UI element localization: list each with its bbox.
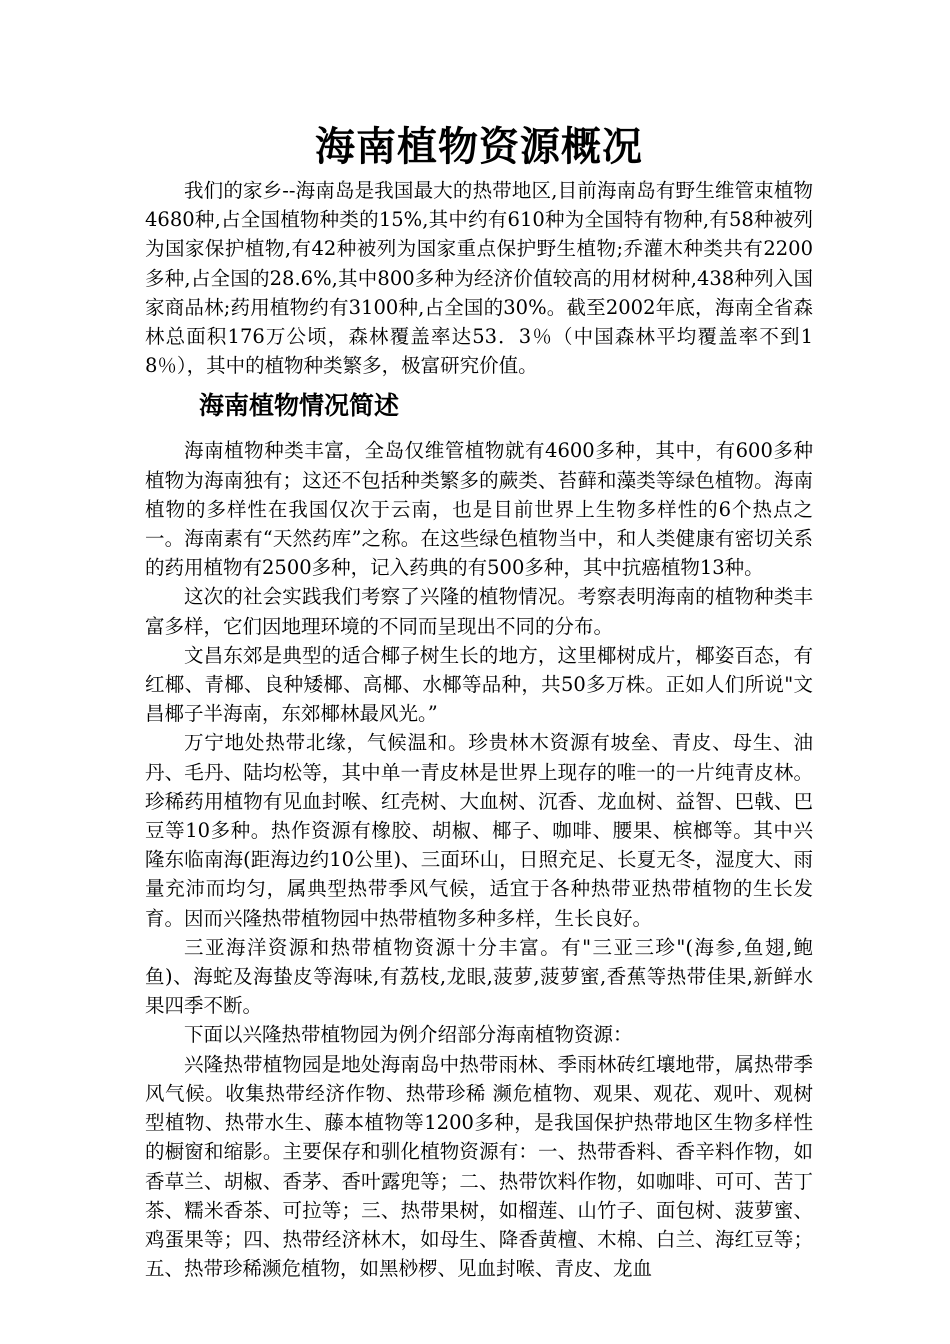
section-title: 海南植物情况简述: [199, 391, 400, 421]
body-paragraph: 海南植物种类丰富，全岛仅维管植物就有4600多种，其中，有600多种植物为海南独有；这还不包括种类繁多的蕨类、苔藓和藻类等绿色植物。海南植物的多样性在我国仅次于云南，也是目前世界上生物多样性的6个热点之一。海南素有“天然药库”之称。在这些绿色植物当中，和人类健康有密切关系的药用植物有2500多种，记入药典的有500多种，其中抗癌植物13种。: [145, 439, 813, 580]
body-paragraph: 文昌东郊是典型的适合椰子树生长的地方，这里椰树成片，椰姿百态，有红椰、青椰、良种矮椰、高椰、水椰等品种，共50多万株。正如人们所说"文昌椰子半海南，东郊椰林最风光。”: [145, 643, 813, 726]
body-paragraph: 这次的社会实践我们考察了兴隆的植物情况。考察表明海南的植物种类丰富多样，它们因地理环境的不同而呈现出不同的分布。: [145, 585, 813, 638]
body-paragraph: 下面以兴隆热带植物园为例介绍部分海南植物资源：: [184, 1023, 633, 1047]
body-paragraph: 兴隆热带植物园是地处海南岛中热带雨林、季雨林砖红壤地带，属热带季风气候。收集热带经济作物、热带珍稀 濒危植物、观果、观花、观叶、观树型植物、热带水生、藤本植物等1200多种，是我国保护热带地区生物多样性的橱窗和缩影。主要保存和驯化植物资源有：一、热带香料、香辛料作物，如香草兰、胡椒、香茅、香叶露兜等；二、热带饮料作物，如咖啡、可可、苦丁茶、糯米香茶、可拉等；三、热带果树，如榴莲、山竹子、面包树、菠萝蜜、鸡蛋果等；四、热带经济林木，如母生、降香黄檀、木棉、白兰、海红豆等；五、热带珍稀濒危植物，如黑桫椤、见血封喉、青皮、龙血: [145, 1052, 813, 1281]
document-page: [145, 118, 813, 1283]
body-paragraph: 万宁地处热带北缘，气候温和。珍贵林木资源有坡垒、青皮、母生、油丹、毛丹、陆均松等，其中单一青皮林是世界上现存的唯一的一片纯青皮林。珍稀药用植物有见血封喉、红壳树、大血树、沉香、龙血树、益智、巴戟、巴豆等10多种。热作资源有橡胶、胡椒、椰子、咖啡、腰果、槟榔等。其中兴隆东临南海(距海边约10公里)、三面环山，日照充足、长夏无冬，湿度大、雨量充沛而均匀，属典型热带季风气候，适宜于各种热带亚热带植物的生长发育。因而兴隆热带植物园中热带植物多种多样，生长良好。: [145, 731, 813, 930]
body-paragraph: 三亚海洋资源和热带植物资源十分丰富。有"三亚三珍"(海参,鱼翅,鲍鱼)、海蛇及海蛰皮等海味,有荔枝,龙眼,菠萝,菠萝蜜,香蕉等热带佳果,新鲜水果四季不断。: [145, 935, 813, 1018]
intro-paragraph: 我们的家乡--海南岛是我国最大的热带地区,目前海南岛有野生维管束植物4680种,占全国植物种类的15%,其中约有610种为全国特有物种,有58种被列为国家保护植物,有42种被列为国家重点保护野生植物;乔灌木种类共有2200多种,占全国的28.6%,其中800多种为经济价值较高的用材树种,438种列入国家商品林;药用植物约有3100种,占全国的30%。截至2002年底，海南全省森林总面积176万公顷，森林覆盖率达53．3％（中国森林平均覆盖率不到18％），其中的植物种类繁多，极富研究价值。: [145, 179, 813, 378]
document-title: 海南植物资源概况: [315, 124, 643, 170]
